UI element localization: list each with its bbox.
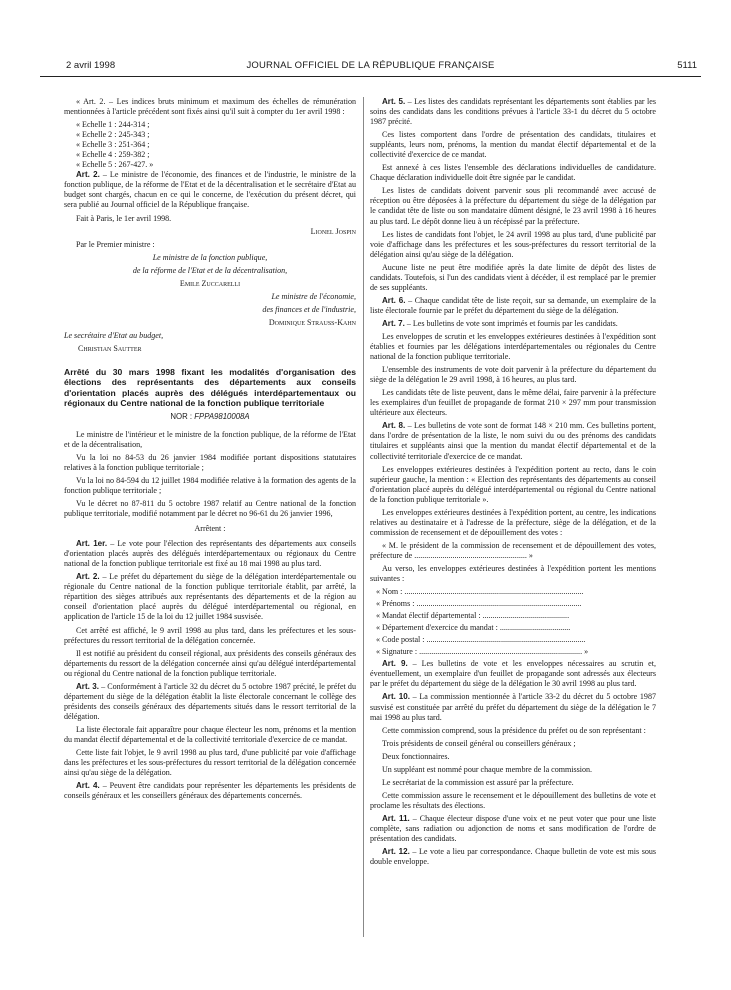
article-5-paragraph: Aucune liste ne peut être modifiée après la date limite de dépôt des listes de candidats. Toutefois, si l'un des candidats vient à décéder, il est remplacé par le premier de ses suppléants. bbox=[370, 262, 656, 292]
ministre-economie-line1: Le ministre de l'économie, bbox=[271, 291, 356, 301]
article-5-paragraph: Ces listes comportent dans l'ordre de présentation des candidats, titulaires et suppléants, leurs nom, prénoms, la mention du mandat électif départemental et de la collectivité d'exercice de ce mandat. bbox=[370, 130, 656, 160]
par-le-premier-ministre: Par le Premier ministre : bbox=[76, 239, 155, 249]
article-5: Art. 5. – Les listes des candidats représentant les départements sont établies par les soins des candidats dans les conditions prévues à l'article 33-1 du décret du 5 octobre 1987 précité. bbox=[370, 97, 656, 127]
arrete-title: Arrêté du 30 mars 1998 fixant les modalités d'organisation des élections des représentants des départements aux conseils d'orientation placés auprès des délégués interdépartementaux ou régionaux du Centre national de la fonction publique territoriale bbox=[64, 367, 356, 409]
echelle-line: « Echelle 1 : 244-314 ; bbox=[76, 120, 150, 130]
article-8-paragraph: « M. le président de la commission de recensement et de dépouillement des votes, préfecture de ........................................................ » bbox=[370, 540, 656, 560]
article-2-paragraph: Cet arrêté est affiché, le 9 avril 1998 au plus tard, dans les préfectures et les sous-préfectures du ressort territorial de la délégation concernée. bbox=[64, 625, 356, 645]
article-10-paragraph: Deux fonctionnaires. bbox=[382, 751, 450, 761]
echelle-line: « Echelle 4 : 259-382 ; bbox=[76, 150, 150, 160]
secretaire-etat-budget: Le secrétaire d'Etat au budget, bbox=[64, 330, 164, 340]
envelope-form-line: « Département d'exercice du mandat : ................................... bbox=[376, 623, 571, 633]
arretent: Arrêtent : bbox=[194, 524, 226, 534]
nor-reference: NOR : FPPA9810008A bbox=[170, 411, 250, 421]
signature-secretaire-etat: Christian Sautter bbox=[78, 343, 142, 353]
visa-decret-87-811: Vu le décret no 87-811 du 5 octobre 1987 relatif au Centre national de la fonction publique territoriale, modifié notamment par le décret no 96-61 du 26 janvier 1996, bbox=[64, 498, 356, 519]
article-3-paragraph: La liste électorale fait apparaître pour chaque électeur les nom, prénoms et la mention du mandat électif départemental et de la collectivité territoriale d'exercice de ce mandat. bbox=[64, 724, 356, 744]
envelope-form-line: « Nom : ......................................................................................... bbox=[376, 587, 584, 597]
visa-loi-84-53: Vu la loi no 84-53 du 26 janvier 1984 modifiée portant dispositions statutaires relatives à la fonction publique territoriale ; bbox=[64, 452, 356, 472]
article-1: Art. 1er. – Le vote pour l'élection des représentants des départements aux conseils d'orientation placés auprès des délégués interdépartementaux ou régionaux du Centre national de la fonction publique territoriale est fixé au 18 mai 1998 au plus tard. bbox=[64, 539, 356, 569]
article-8-paragraph: Les enveloppes extérieures destinées à l'expédition portent, au centre, les indications relatives au destinataire et à l'adresse de la préfecture, siège de la délégation, et de la commission de recensement et de dépouillement des votes : bbox=[370, 507, 656, 537]
envelope-form-line: « Prénoms : .................................................................................. bbox=[376, 599, 582, 609]
envelope-form-line: « Code postal : ............................................................................... bbox=[376, 635, 586, 645]
signature-ministre-fonction-publique: Emile Zuccarelli bbox=[179, 278, 241, 288]
article-7-paragraph: L'ensemble des instruments de vote doit parvenir à la préfecture du département du siège de la délégation le 29 avril 1998, à 16 heures, au plus tard. bbox=[370, 365, 656, 385]
article-11: Art. 11. – Chaque électeur dispose d'une voix et ne peut voter que pour une liste complète, sans radiation ou adjonction de noms et sans modification de l'ordre de présentation des candidats. bbox=[370, 813, 656, 844]
article-10: Art. 10. – La commission mentionnée à l'article 33-2 du décret du 5 octobre 1987 susvisé est constituée par arrêté du préfet du département du siège de la délégation le 7 mai 1998 au plus tard. bbox=[370, 692, 657, 722]
article-5-paragraph: Les listes de candidats doivent parvenir sous pli recommandé avec accusé de réception ou être déposées à la préfecture du département du siège de la délégation par le candidat tête de liste ou son mandataire dûment désigné, le 23 avril 1998 à 16 heures au plus tard. Le dépôt donne lieu à un récépissé par la préfecture. bbox=[370, 186, 656, 226]
column-divider bbox=[363, 97, 364, 937]
envelope-form-line: « Signature : ................................................................................. » bbox=[376, 647, 589, 657]
article-4: Art. 4. – Peuvent être candidats pour représenter les départements les présidents de conseils généraux et les conseillers généraux des départements concernés. bbox=[64, 781, 357, 801]
quoted-article-2: « Art. 2. – Les indices bruts minimum et maximum des échelles de rémunération mentionnées à l'article précédent sont fixés ainsi qu'il suit à compter du 1er avril 1998 : bbox=[64, 97, 356, 117]
article-10-paragraph: Un suppléant est nommé pour chaque membre de la commission. bbox=[382, 764, 593, 774]
ministre-fonction-publique-line1: Le ministre de la fonction publique, bbox=[152, 252, 268, 262]
signature-ministre-economie: Dominique Strauss-Kahn bbox=[268, 317, 356, 327]
visa-ministres: Le ministre de l'intérieur et le ministre de la fonction publique, de la réforme de l'Etat et de la décentralisation, bbox=[64, 429, 356, 449]
article-2-decret: Art. 2. – Le ministre de l'économie, des finances et de l'industrie, le ministre de la fonction publique, de la réforme de l'Etat et de la décentralisation et le secrétaire d'Etat au budget sont chargés, chacun en ce qui le concerne, de l'exécution du présent décret, qui sera publié au Journal officiel de la République française. bbox=[64, 170, 356, 210]
ministre-economie-line2: des finances et de l'industrie, bbox=[262, 304, 356, 314]
article-2: Art. 2. – Le préfet du département du siège de la délégation interdépartementale ou régionale du Centre national de la fonction publique territoriale établit, par arrêté, la répartition des sièges attribués aux représentants des départements et de la région au conseil d'orientation placé auprès du délégué interdépartemental ou régional, en application de l'article 15 de la loi du 12 juillet 1984 susvisée. bbox=[64, 572, 356, 622]
article-7-paragraph: Les candidats tête de liste peuvent, dans le même délai, faire parvenir à la préfecture les exemplaires d'un feuillet de propagande de format 210 × 297 mm pour transmission ultérieure aux électeurs. bbox=[370, 388, 656, 418]
article-label: Art. 2. bbox=[76, 170, 100, 180]
envelope-form-line: « Mandat électif départemental : ........................................... bbox=[376, 611, 570, 621]
article-8-paragraph: Les enveloppes extérieures destinées à l'expédition portent au recto, dans le coin supérieur gauche, la mention : « Election des représentants des départements au conseil d'orientation placé auprès du délégué interdépartemental ou régional du Centre national de la fonction publique territoriale ». bbox=[370, 464, 656, 504]
header-title: JOURNAL OFFICIEL DE LA RÉPUBLIQUE FRANÇAISE bbox=[246, 60, 495, 71]
article-10-paragraph: Cette commission comprend, sous la présidence du préfet ou de son représentant : bbox=[382, 725, 646, 735]
article-8-paragraph: Au verso, les enveloppes extérieures destinées à l'expédition portent les mentions suivantes : bbox=[370, 563, 656, 584]
article-5-paragraph: Les listes de candidats font l'objet, le 24 avril 1998 au plus tard, d'une publicité par voie d'affichage dans les préfectures et les sous-préfectures du ressort territorial de la délégation ainsi qu'au siège de la délégation. bbox=[370, 229, 656, 259]
header-date: 2 avril 1998 bbox=[66, 60, 116, 71]
article-10-paragraph: Le secrétariat de la commission est assuré par la préfecture. bbox=[382, 777, 574, 787]
fait-a-paris: Fait à Paris, le 1er avril 1998. bbox=[76, 213, 172, 223]
echelle-line: « Echelle 2 : 245-343 ; bbox=[76, 130, 150, 140]
echelle-line: « Echelle 3 : 251-364 ; bbox=[76, 140, 150, 150]
article-12: Art. 12. – Le vote a lieu par correspondance. Chaque bulletin de vote est mis sous double enveloppe. bbox=[370, 847, 657, 867]
article-5-paragraph: Est annexé à ces listes l'ensemble des déclarations individuelles de candidature. Chaque déclaration individuelle doit être signée par le candidat. bbox=[370, 163, 656, 183]
article-7: Art. 7. – Les bulletins de vote sont imprimés et fournis par les candidats. bbox=[382, 318, 618, 328]
article-7-paragraph: Les enveloppes de scrutin et les enveloppes extérieures destinées à l'expédition sont établies et fournies par les délégations interdépartementales ou régionales du Centre national de la fonction publique territoriale. bbox=[370, 331, 656, 362]
article-2-paragraph: Il est notifié au président du conseil régional, aux présidents des conseils généraux des départements du ressort de la délégation concernée ainsi qu'au délégué interdépartemental ou régional du Centre national de la fonction publique territoriale. bbox=[64, 648, 356, 678]
signature-premier-ministre: Lionel Jospin bbox=[310, 226, 356, 236]
left-column bbox=[64, 97, 356, 804]
article-8: Art. 8. – Les bulletins de vote sont de format 148 × 210 mm. Ces bulletins portent, dans l'ordre de présentation de la liste, le nom suivi du ou des prénoms des candidats titulaires et suppléants ainsi que la mention du mandat électif départemental et de la collectivité territoriale d'exercice de ce mandat. bbox=[370, 421, 656, 461]
article-10-paragraph: Cette commission assure le recensement et le dépouillement des bulletins de vote et proclame les résultats des élections. bbox=[370, 790, 656, 810]
echelle-line: « Echelle 5 : 267-427. » bbox=[76, 160, 154, 170]
page-header bbox=[40, 58, 701, 77]
article-10-paragraph: Trois présidents de conseil général ou conseillers généraux ; bbox=[382, 738, 576, 748]
article-3: Art. 3. – Conformément à l'article 32 du décret du 5 octobre 1987 précité, le préfet du département du siège de la délégation établit la liste électorale concernant le collège des présidents des conseils généraux des départements situés dans le ressort territorial de la délégation. bbox=[64, 681, 356, 721]
article-6: Art. 6. – Chaque candidat tête de liste reçoit, sur sa demande, un exemplaire de la liste électorale fournie par le préfet du département du siège de la délégation. bbox=[370, 295, 656, 315]
header-page-number: 5111 bbox=[677, 60, 697, 71]
right-column bbox=[370, 97, 656, 870]
article-3-paragraph: Cette liste fait l'objet, le 9 avril 1998 au plus tard, d'une publicité par voie d'affichage dans les préfectures et les sous-préfectures du ressort territorial de la délégation concernée ainsi qu'au siège de la délégation. bbox=[64, 748, 356, 778]
visa-loi-84-594: Vu la loi no 84-594 du 12 juillet 1984 modifiée relative à la formation des agents de la fonction publique territoriale ; bbox=[64, 475, 356, 495]
article-9: Art. 9. – Les bulletins de vote et les enveloppes nécessaires au scrutin et, éventuellement, un exemplaire d'un feuillet de propagande sont adressés aux électeurs par le préfet du département du siège de la délégation le 30 avril 1998 au plus tard. bbox=[370, 659, 656, 689]
ministre-fonction-publique-line2: de la réforme de l'Etat et de la décentralisation, bbox=[132, 265, 288, 275]
